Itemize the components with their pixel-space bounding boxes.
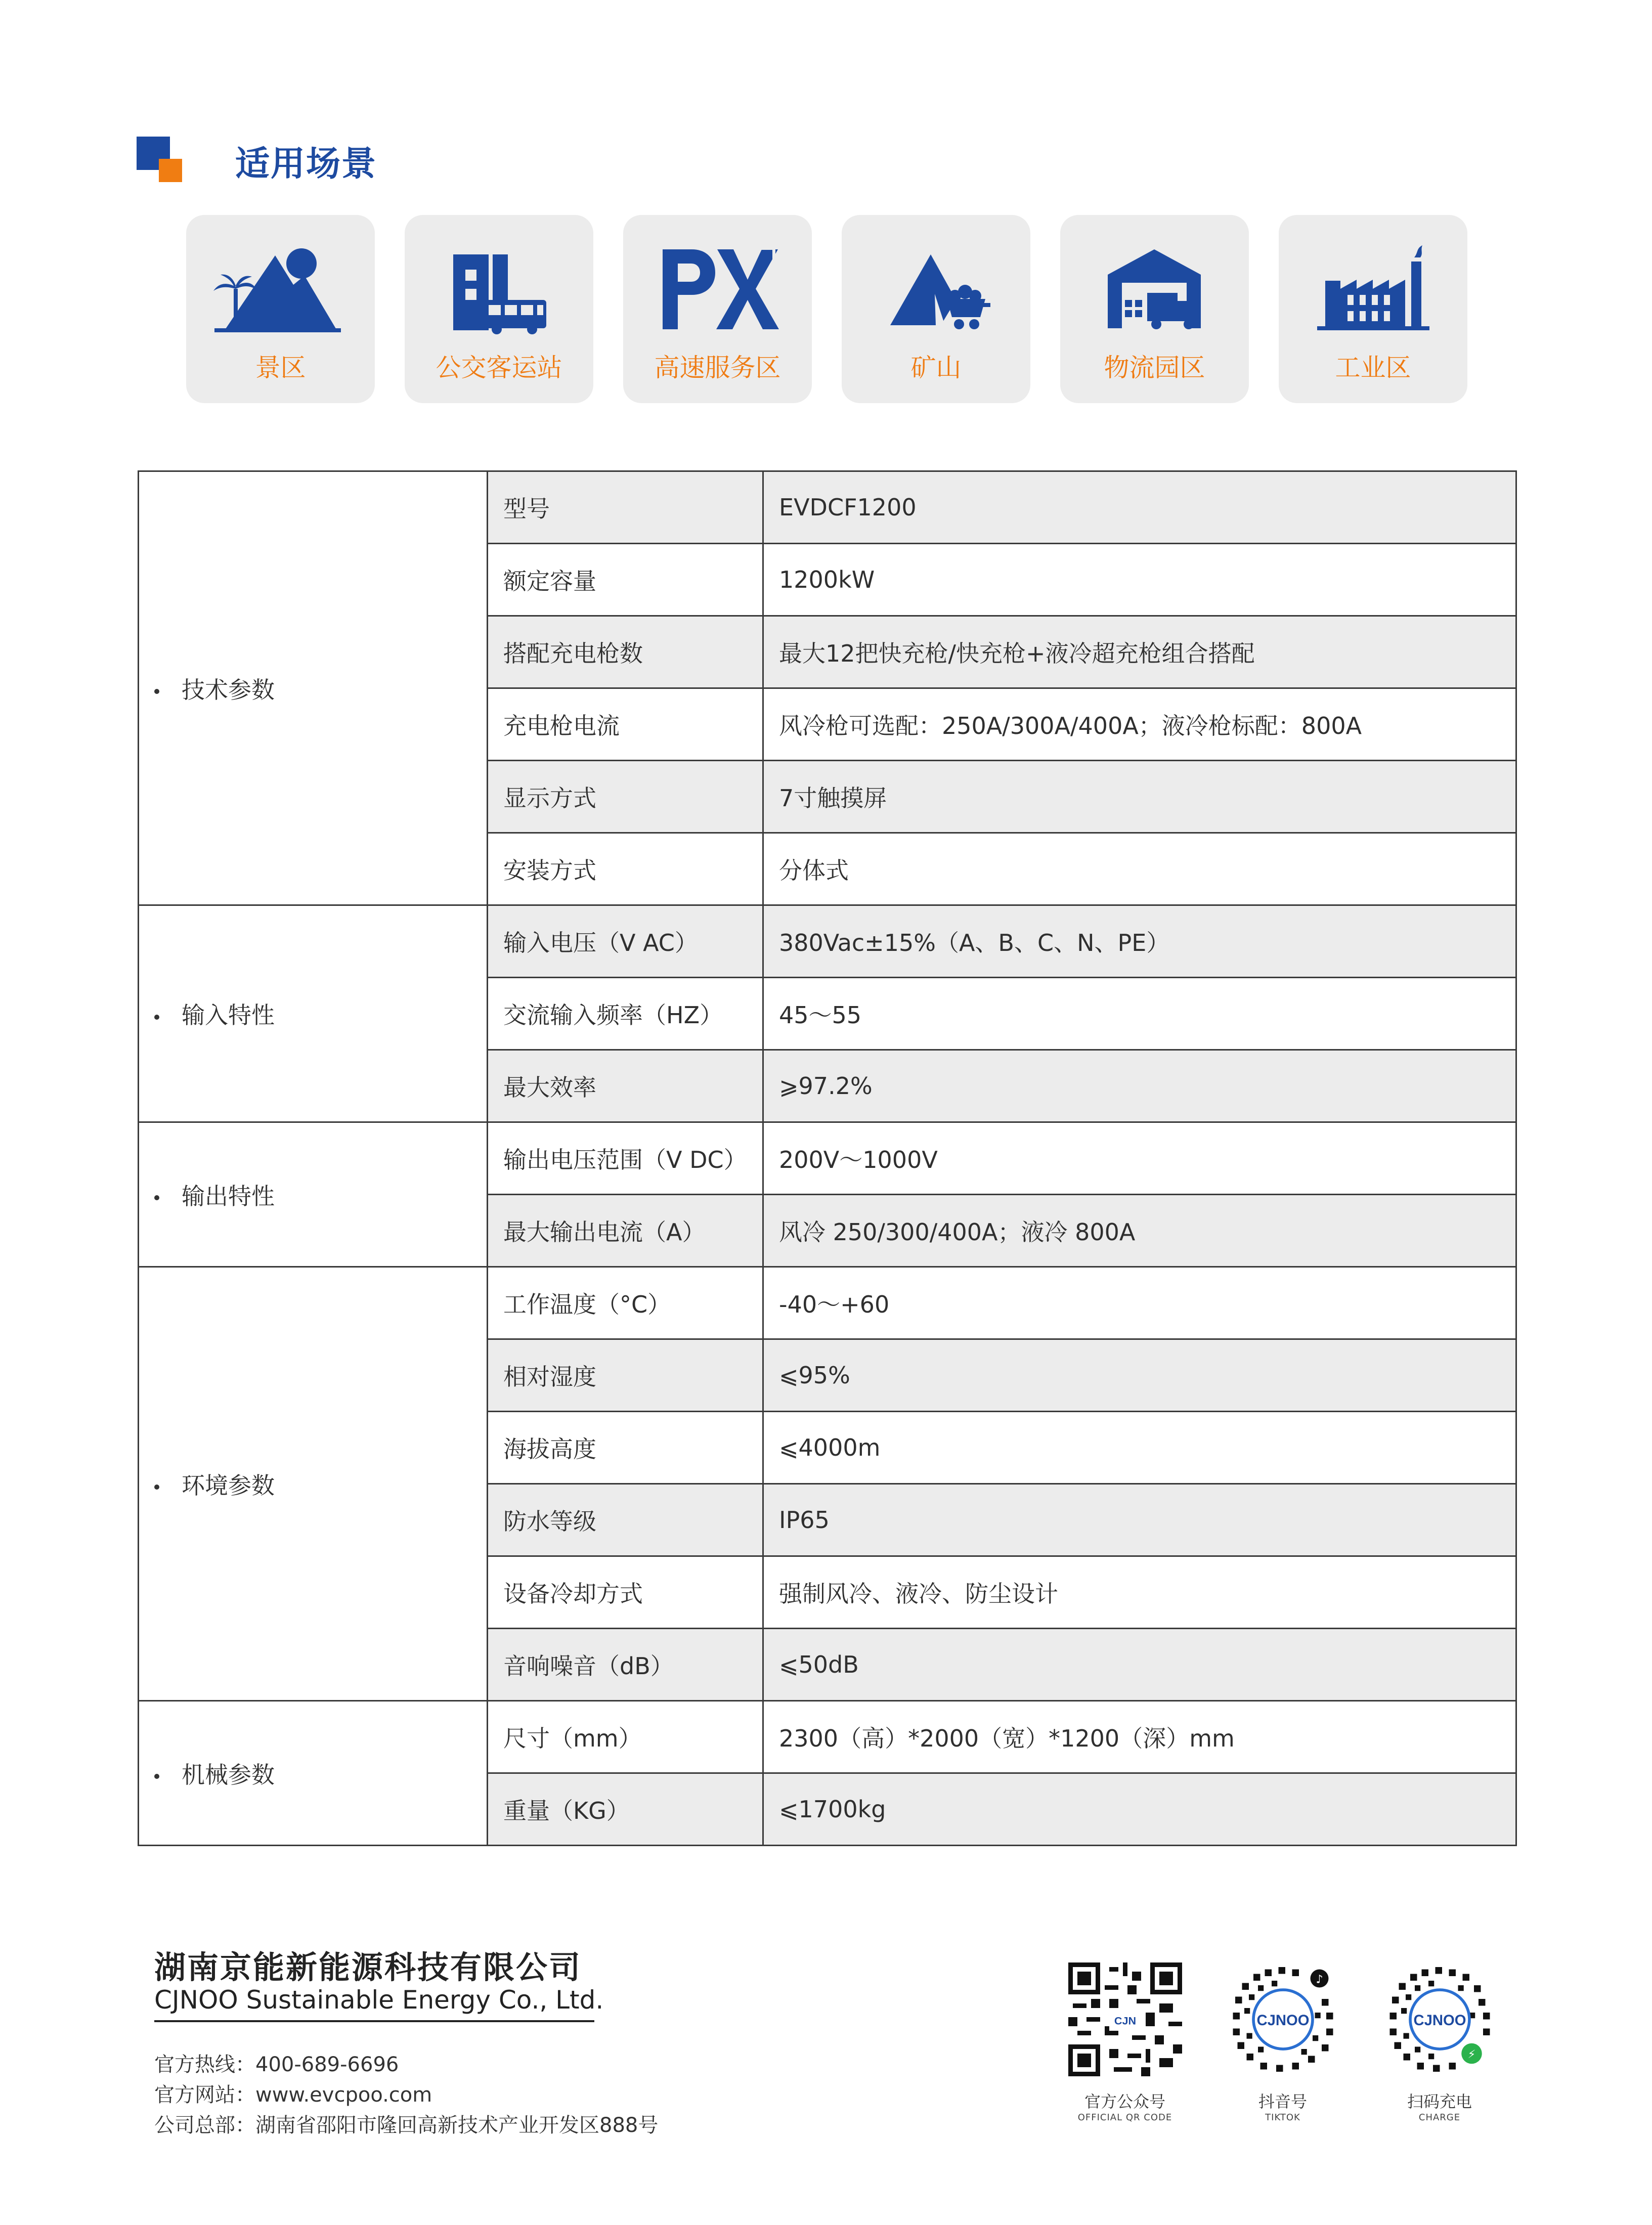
- param-value-cell: ⩽95%: [763, 1339, 1516, 1412]
- param-name-cell: 输入电压（V AC）: [488, 905, 763, 978]
- category-cell: [139, 1701, 488, 1846]
- param-value-cell: 200V～1000V: [763, 1122, 1516, 1195]
- param-name-cell: 音响噪音（dB）: [488, 1629, 763, 1701]
- param-name-cell: 搭配充电枪数: [488, 616, 763, 688]
- param-value-cell: 风冷 250/300/400A；液冷 800A: [763, 1195, 1516, 1267]
- param-value-cell: 2300（高）*2000（宽）*1200（深）mm: [763, 1701, 1516, 1773]
- qr-label-official: 官方公众号: [1084, 2092, 1165, 2111]
- highway-service-px-fork-icon: [641, 234, 793, 335]
- scene-label: 矿山: [910, 353, 962, 382]
- section-title: 适用场景: [235, 144, 377, 184]
- param-name-cell: 充电枪电流: [488, 688, 763, 761]
- param-name-cell: 型号: [488, 471, 763, 544]
- table-row: [139, 471, 1516, 544]
- param-value-cell: 最大12把快充枪/快充枪+液冷超充枪组合搭配: [763, 616, 1516, 688]
- param-value-cell: IP65: [763, 1484, 1516, 1556]
- bullet-icon: [154, 1485, 159, 1490]
- category-label: 输入特性: [182, 1001, 275, 1029]
- param-name-cell: 工作温度（°C）: [488, 1267, 763, 1339]
- category-cell: [139, 1122, 488, 1267]
- charge-qr-code[interactable]: [1383, 1962, 1497, 2076]
- factory-icon: [1297, 234, 1449, 335]
- address-text: 公司总部：湖南省邵阳市隆回高新技术产业开发区888号: [154, 2114, 659, 2137]
- table-row: [139, 1701, 1516, 1773]
- param-name-cell: 安装方式: [488, 833, 763, 905]
- param-name-cell: 交流输入频率（HZ）: [488, 978, 763, 1050]
- logistics-warehouse-truck-icon: [1078, 234, 1230, 335]
- param-name-cell: 海拔高度: [488, 1412, 763, 1484]
- category-cell: [139, 1267, 488, 1701]
- category-label: 输出特性: [182, 1182, 275, 1210]
- bus-station-icon: [423, 234, 575, 335]
- category-cell: [139, 905, 488, 1122]
- qr-center-logo: CJNOO: [1256, 2012, 1310, 2029]
- table-row: [139, 905, 1516, 978]
- param-name-cell: 最大输出电流（A）: [488, 1195, 763, 1267]
- mine-cart-mountain-icon: [860, 234, 1012, 335]
- scene-label: 公交客运站: [436, 353, 562, 382]
- param-value-cell: 分体式: [763, 833, 1516, 905]
- scene-card-mine: [842, 215, 1030, 403]
- param-name-cell: 额定容量: [488, 544, 763, 616]
- qr-label-charge: 扫码充电: [1407, 2092, 1472, 2111]
- svg-text:♪: ♪: [1316, 1973, 1323, 1986]
- svg-text:⚡: ⚡: [1467, 2048, 1476, 2061]
- qr-center-logo: CJNOO: [1413, 2012, 1466, 2029]
- qr-sub-tiktok: TIKTOK: [1265, 2112, 1300, 2123]
- param-name-cell: 设备冷却方式: [488, 1556, 763, 1629]
- scene-label: 工业区: [1335, 353, 1411, 382]
- scene-cards: [186, 215, 1481, 403]
- param-name-cell: 尺寸（mm）: [488, 1701, 763, 1773]
- scene-card-logistics: [1060, 215, 1249, 403]
- param-value-cell: 45～55: [763, 978, 1516, 1050]
- tiktok-qr-code[interactable]: [1226, 1962, 1340, 2076]
- scene-label: 物流园区: [1104, 353, 1205, 382]
- section-mark-icon: [137, 137, 182, 182]
- company-name-en: CJNOO Sustainable Energy Co., Ltd.: [154, 1985, 604, 2015]
- company-underline: [154, 2020, 594, 2022]
- category-cell: [139, 471, 488, 905]
- param-value-cell: ⩽1700kg: [763, 1773, 1516, 1846]
- scene-card-scenic: [186, 215, 375, 403]
- scenic-mountain-palm-icon: [204, 234, 356, 335]
- qr-sub-charge: CHARGE: [1418, 2112, 1461, 2123]
- param-value-cell: 380Vac±15%（A、B、C、N、PE）: [763, 905, 1516, 978]
- scene-card-highway-service: [623, 215, 812, 403]
- param-value-cell: ⩾97.2%: [763, 1050, 1516, 1122]
- param-value-cell: -40～+60: [763, 1267, 1516, 1339]
- category-label: 机械参数: [182, 1761, 275, 1788]
- param-value-cell: ⩽4000m: [763, 1412, 1516, 1484]
- bullet-icon: [154, 1195, 159, 1200]
- param-name-cell: 相对湿度: [488, 1339, 763, 1412]
- param-value-cell: 风冷枪可选配：250A/300A/400A；液冷枪标配：800A: [763, 688, 1516, 761]
- category-label: 环境参数: [182, 1471, 275, 1499]
- category-label: 技术参数: [182, 676, 275, 704]
- website-text: 官方网站：www.evcpoo.com: [154, 2083, 432, 2107]
- qr-sub-official: OFFICIAL QR CODE: [1077, 2112, 1172, 2123]
- param-name-cell: 防水等级: [488, 1484, 763, 1556]
- official-qr-code[interactable]: [1068, 1962, 1182, 2076]
- param-value-cell: 强制风冷、液冷、防尘设计: [763, 1556, 1516, 1629]
- bullet-icon: [154, 1015, 159, 1020]
- param-value-cell: EVDCF1200: [763, 471, 1516, 544]
- scene-label: 景区: [255, 353, 306, 382]
- spec-table: [138, 470, 1517, 1846]
- param-name-cell: 重量（KG）: [488, 1773, 763, 1846]
- param-name-cell: 输出电压范围（V DC）: [488, 1122, 763, 1195]
- company-name-cn: 湖南京能新能源科技有限公司: [154, 1949, 582, 1986]
- bullet-icon: [154, 1774, 159, 1779]
- param-name-cell: 最大效率: [488, 1050, 763, 1122]
- scene-label: 高速服务区: [654, 353, 781, 382]
- param-value-cell: 1200kW: [763, 544, 1516, 616]
- scene-card-industrial: [1279, 215, 1467, 403]
- param-value-cell: ⩽50dB: [763, 1629, 1516, 1701]
- param-name-cell: 显示方式: [488, 761, 763, 833]
- qr-label-tiktok: 抖音号: [1258, 2092, 1307, 2111]
- hotline-text: 官方热线：400-689-6696: [154, 2053, 399, 2076]
- scene-card-bus-station: [405, 215, 593, 403]
- qr-center-logo: CJN: [1114, 2014, 1137, 2027]
- table-row: [139, 1122, 1516, 1195]
- bullet-icon: [154, 689, 159, 694]
- table-row: [139, 1267, 1516, 1339]
- param-value-cell: 7寸触摸屏: [763, 761, 1516, 833]
